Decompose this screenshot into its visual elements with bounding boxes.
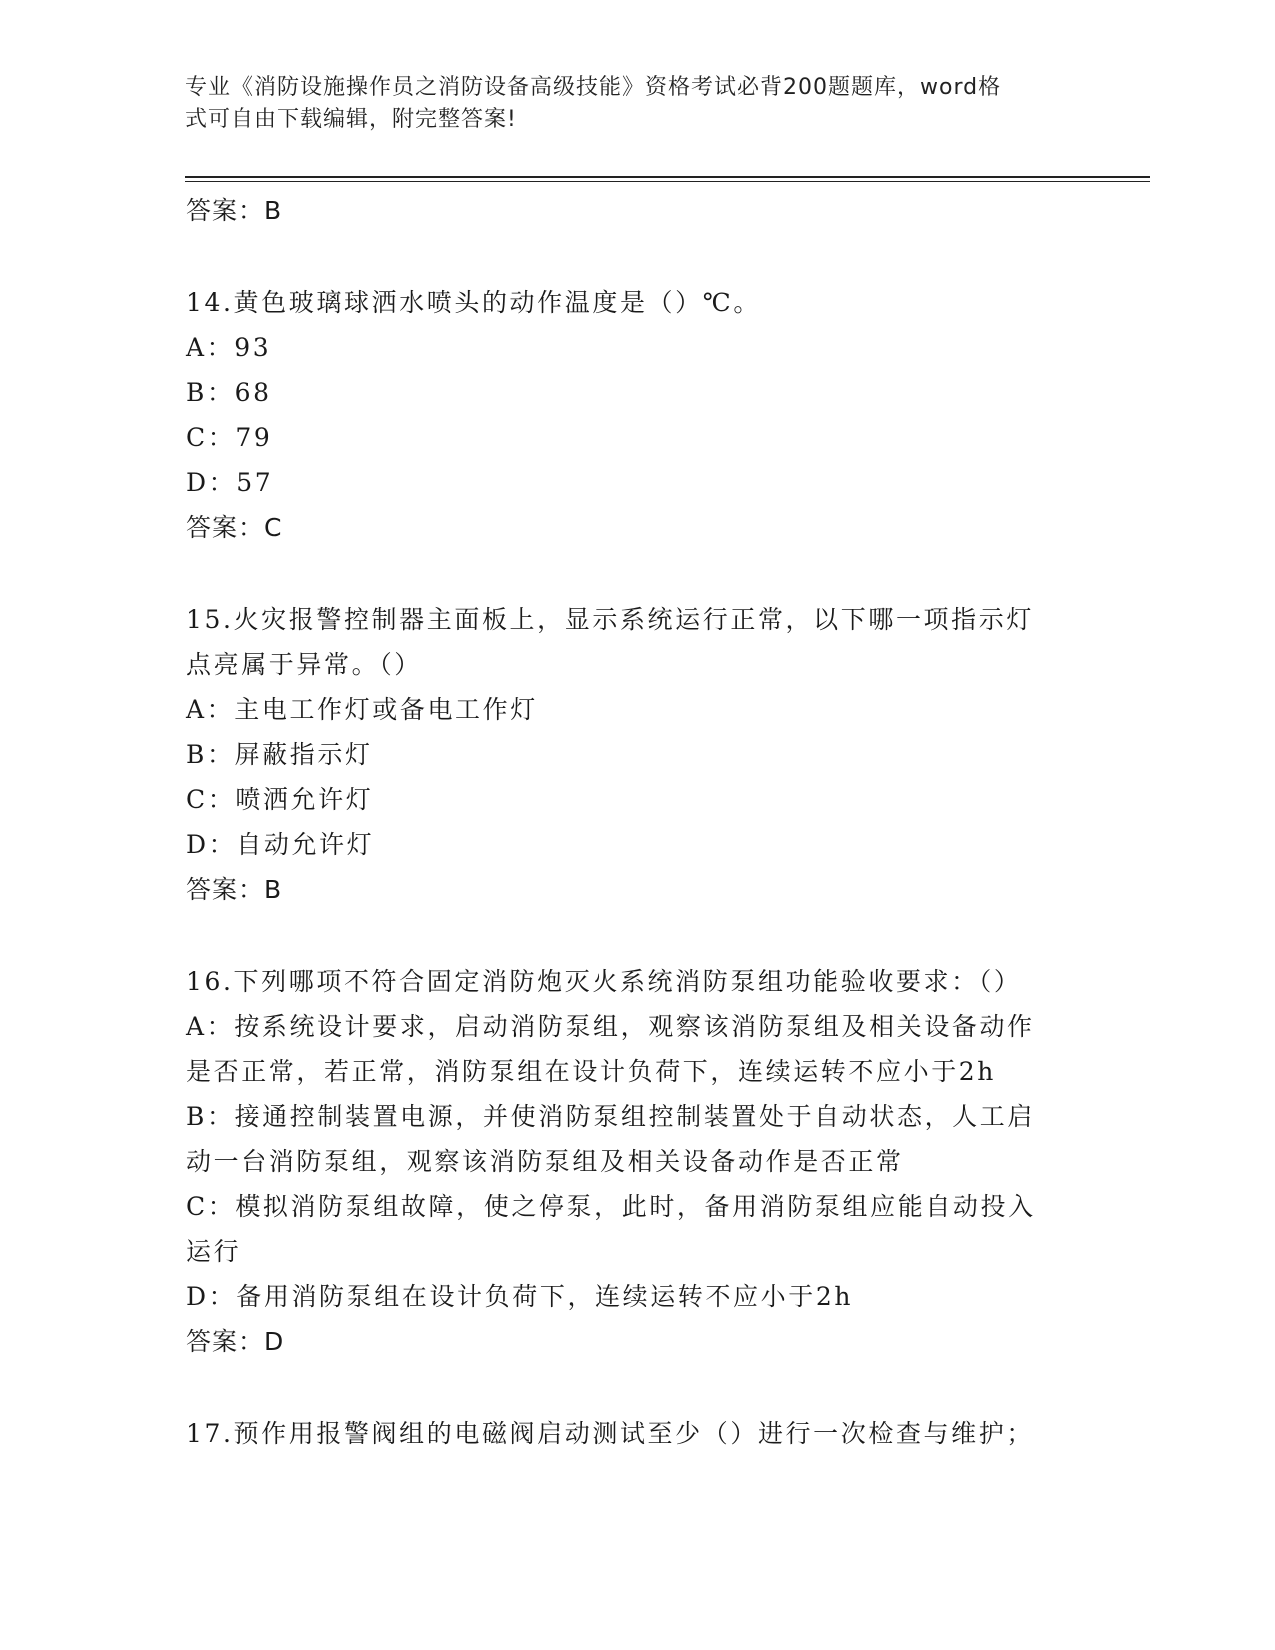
answer-q14: 答案：C bbox=[186, 513, 283, 542]
option-b: B：接通控制装置电源，并使消防泵组控制装置处于自动状态，人工启 bbox=[186, 1102, 1035, 1131]
spacer bbox=[186, 912, 1076, 959]
question-15 bbox=[186, 597, 1076, 912]
spacer bbox=[186, 233, 1076, 280]
header-rule-thin bbox=[185, 181, 1150, 182]
option-d: D：备用消防泵组在设计负荷下，连续运转不应小于2h bbox=[186, 1282, 854, 1311]
option-a: A：93 bbox=[186, 333, 272, 362]
header-line-1: 专业《消防设施操作员之消防设备高级技能》资格考试必背200题题库，word格 bbox=[185, 75, 1002, 100]
option-a: A：主电工作灯或备电工作灯 bbox=[186, 695, 538, 724]
option-c: C：模拟消防泵组故障，使之停泵，此时，备用消防泵组应能自动投入 bbox=[186, 1192, 1036, 1221]
question-17 bbox=[186, 1411, 1076, 1456]
spacer bbox=[186, 550, 1076, 597]
question-stem: 17.预作用报警阀组的电磁阀启动测试至少（）进行一次检查与维护； bbox=[186, 1419, 1034, 1448]
answer-q16: 答案：D bbox=[186, 1327, 285, 1356]
option-a: A：按系统设计要求，启动消防泵组，观察该消防泵组及相关设备动作 bbox=[186, 1012, 1035, 1041]
option-b: B：屏蔽指示灯 bbox=[186, 740, 373, 769]
option-b-cont: 动一台消防泵组，观察该消防泵组及相关设备动作是否正常 bbox=[186, 1147, 904, 1176]
question-stem: 15.火灾报警控制器主面板上，显示系统运行正常，以下哪一项指示灯 bbox=[186, 605, 1034, 634]
question-list bbox=[186, 188, 1076, 1456]
option-d: D：57 bbox=[186, 468, 274, 497]
option-b: B：68 bbox=[186, 378, 272, 407]
question-stem: 16.下列哪项不符合固定消防炮灭火系统消防泵组功能验收要求：（） bbox=[186, 967, 1022, 996]
question-14 bbox=[186, 280, 1076, 550]
page-header bbox=[185, 72, 1065, 136]
header-rule-thick bbox=[185, 176, 1150, 178]
option-c-cont: 运行 bbox=[186, 1237, 242, 1266]
option-c: C：79 bbox=[186, 423, 273, 452]
question-stem: 14.黄色玻璃球洒水喷头的动作温度是（）℃。 bbox=[186, 288, 761, 317]
option-c: C：喷洒允许灯 bbox=[186, 785, 374, 814]
spacer bbox=[186, 1364, 1076, 1411]
question-16 bbox=[186, 959, 1076, 1364]
answer-q13: 答案：B bbox=[186, 196, 283, 225]
header-line-2: 式可自由下载编辑，附完整答案! bbox=[185, 107, 517, 132]
option-a-cont: 是否正常，若正常，消防泵组在设计负荷下，连续运转不应小于2h bbox=[186, 1057, 997, 1086]
option-d: D：自动允许灯 bbox=[186, 830, 375, 859]
answer-q15: 答案：B bbox=[186, 875, 283, 904]
question-stem-cont: 点亮属于异常。（） bbox=[186, 650, 422, 679]
